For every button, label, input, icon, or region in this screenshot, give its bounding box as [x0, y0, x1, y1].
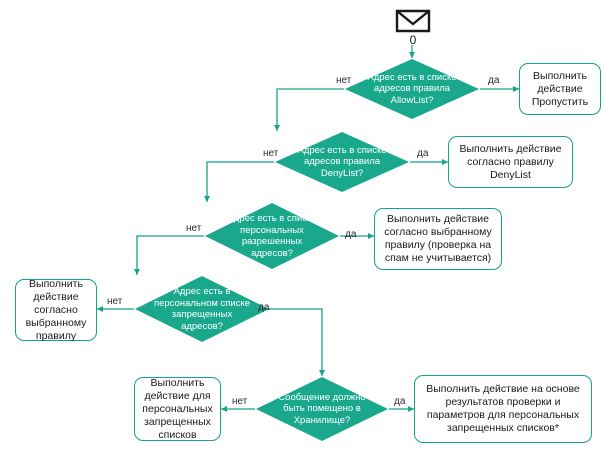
edge-label-d5-no: нет [232, 396, 248, 407]
edge-label-d3-yes: да [345, 229, 357, 240]
action-personal-denied-label: Выполнить действие для персональных запрещенных списков [142, 376, 213, 441]
decision-personal-allowed[interactable] [204, 202, 340, 270]
action-check-results-label: Выполнить действие на основе результатов проверки и параметров для персональных запрещенных списков* [426, 383, 580, 434]
action-denylist-rule-label: Выполнить действие согласно правилу DenyList [459, 142, 562, 181]
decision-storage-label: Сообщение должно быть помещено в Хранилище? [278, 391, 366, 426]
decision-denylist[interactable] [274, 131, 410, 193]
edge-label-d4-no: нет [107, 296, 123, 307]
action-check-results[interactable] [414, 375, 592, 443]
action-selected-rule-nospam[interactable] [374, 208, 502, 270]
edge-label-d4-yes: да [258, 302, 270, 313]
edge-label-d3-no: нет [186, 223, 202, 234]
decision-personal-denied-label: Адрес есть в персональном списке запрещенных адресов? [153, 286, 251, 332]
svg-text:0: 0 [409, 33, 417, 45]
decision-allowlist-label: Адрес есть в списке адресов правила AllowList? [367, 71, 457, 106]
action-skip-label: Выполнить действие Пропустить [531, 69, 589, 108]
edge-label-d1-no: нет [336, 75, 352, 86]
decision-allowlist[interactable] [344, 58, 480, 120]
decision-denylist-label: Адрес есть в списке адресов правила DenyList? [297, 144, 387, 179]
action-selected-rule[interactable] [15, 279, 97, 341]
edge-label-d1-yes: да [488, 75, 500, 86]
decision-personal-allowed-label: Адрес есть в списке персональных разрешенных адресов? [227, 213, 317, 259]
edge-label-d5-yes: да [394, 396, 406, 407]
action-skip[interactable] [519, 63, 601, 115]
edge-label-d2-yes: да [417, 148, 429, 159]
action-selected-rule-label: Выполнить действие согласно выбранному правилу [25, 277, 87, 342]
action-personal-denied[interactable] [134, 377, 221, 441]
decision-storage[interactable] [255, 376, 389, 442]
mail-icon [393, 5, 433, 45]
decision-personal-denied[interactable] [134, 275, 270, 343]
action-selected-rule-nospam-label: Выполнить действие согласно выбранному правилу (проверка на спам не учитывается) [384, 213, 492, 264]
action-denylist-rule[interactable] [448, 136, 573, 188]
edge-label-d2-no: нет [263, 148, 279, 159]
